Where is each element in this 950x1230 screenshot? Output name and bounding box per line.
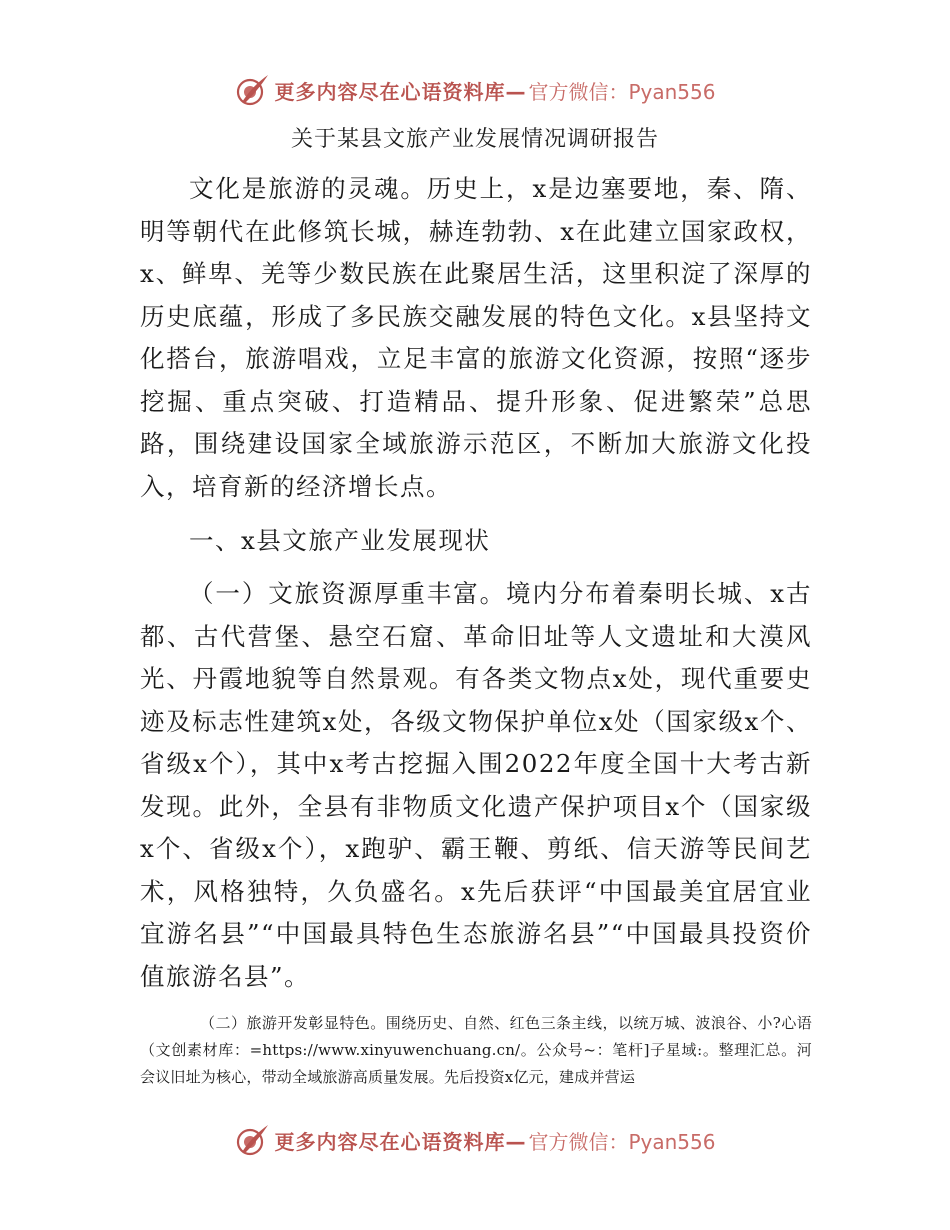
quill-logo-icon (234, 1122, 270, 1158)
section-heading: 一、x县文旅产业发展现状 (189, 526, 491, 555)
watermark-header (0, 70, 950, 110)
paragraph-tourism: （二）旅游开发彰显特色。围绕历史、自然、红色三条主线，以统万城、波浪谷、小?心语（文创素材库：=https://www.xinyuwenchuang.cn/。公众号~：笔杆]子星域:。整理汇总。河会议旧址为核心，带动全域旅游高质量发展。先后投资x亿元，建成并营运 (140, 1014, 812, 1086)
paragraph-intro: 文化是旅游的灵魂。历史上，x是边塞要地，秦、隋、明等朝代在此修筑长城，赫连勃勃、x在此建立国家政权，x、鲜卑、羌等少数民族在此聚居生活，这里积淀了深厚的历史底蕴，形成了多民族交融发展的特色文化。x县坚持文化搭台，旅游唱戏，立足丰富的旅游文化资源，按照“逐步挖掘、重点突破、打造精品、提升形象、促进繁荣”总思路，围绕建设国家全域旅游示范区，不断加大旅游文化投入，培育新的经济增长点。 (140, 174, 812, 501)
watermark-contact: 官方微信：Pyan556 (528, 1129, 716, 1154)
quill-logo-icon (234, 72, 270, 108)
watermark-footer (0, 1120, 950, 1160)
paragraph-resources: （一）文旅资源厚重丰富。境内分布着秦明长城、x古都、古代营堡、悬空石窟、革命旧址等人文遗址和大漠风光、丹霞地貌等自然景观。有各类文物点x处，现代重要史迹及标志性建筑x处，各级文物保护单位x处（国家级x个、省级x个），其中x考古挖掘入围2022年度全国十大考古新发现。此外，全县有非物质文化遗产保护项目x个（国家级x个、省级x个），x跑驴、霸王鞭、剪纸、信天游等民间艺术，风格独特，久负盛名。x先后获评“中国最美宜居宜业宜游名县”“中国最具特色生态旅游名县”“中国最具投资价值旅游名县”。 (140, 579, 812, 991)
watermark-text: 更多内容尽在心语资料库— (274, 1129, 527, 1154)
watermark-text: 更多内容尽在心语资料库— (274, 79, 527, 104)
watermark-contact: 官方微信：Pyan556 (528, 79, 716, 104)
document-title: 关于某县文旅产业发展情况调研报告 (290, 127, 659, 152)
